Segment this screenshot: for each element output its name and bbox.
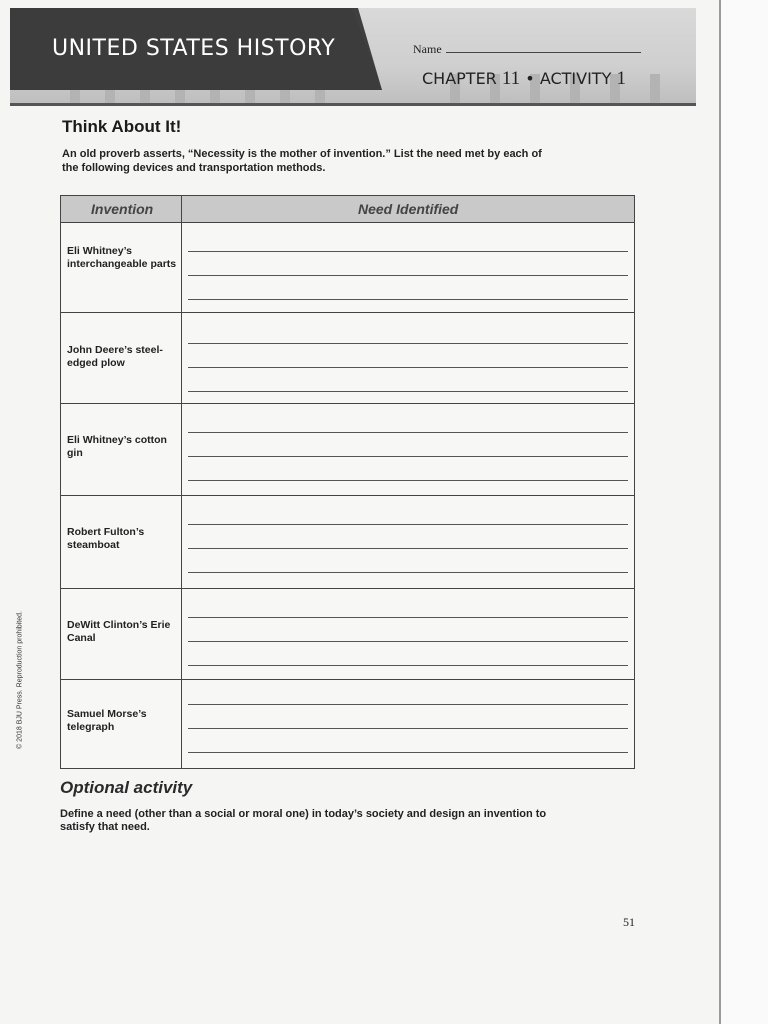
page-title: UNITED STATES HISTORY xyxy=(52,36,336,61)
answer-line[interactable] xyxy=(188,299,628,300)
page-margin-right xyxy=(721,0,768,1024)
page-edge xyxy=(719,0,721,1024)
answer-line[interactable] xyxy=(188,275,628,276)
page-number: 51 xyxy=(623,915,635,929)
chapter-number: 11 xyxy=(501,68,521,89)
table-row xyxy=(61,496,634,589)
copyright-text: © 2018 BJU Press. Reproduction prohibited. xyxy=(16,611,24,749)
answer-line[interactable] xyxy=(188,728,628,729)
banner-rule xyxy=(10,103,696,106)
optional-title: Optional activity xyxy=(60,778,193,797)
banner-column xyxy=(650,74,660,106)
answer-line[interactable] xyxy=(188,752,628,753)
table-row xyxy=(61,680,634,769)
answer-line[interactable] xyxy=(188,524,628,525)
table-row xyxy=(61,404,634,496)
table-header xyxy=(61,196,634,223)
name-field[interactable] xyxy=(446,52,641,53)
activity-separator: • xyxy=(525,69,535,88)
answer-line[interactable] xyxy=(188,572,628,573)
activity-label: ACTIVITY xyxy=(539,69,612,88)
chapter-heading xyxy=(422,68,626,90)
invention-table xyxy=(60,195,635,769)
answer-line[interactable] xyxy=(188,617,628,618)
invention-label: Samuel Morse’s telegraph xyxy=(67,708,147,733)
table-row xyxy=(61,223,634,313)
answer-line[interactable] xyxy=(188,641,628,642)
table-row xyxy=(61,313,634,404)
column-divider xyxy=(181,196,182,768)
optional-instructions: Define a need (other than a social or moral one) in today’s society and design an invention to satisfy that need. xyxy=(60,808,547,833)
header-invention: Invention xyxy=(91,201,154,217)
answer-line[interactable] xyxy=(188,704,628,705)
answer-line[interactable] xyxy=(188,480,628,481)
invention-label: Robert Fulton’s steamboat xyxy=(67,526,145,551)
name-label: Name xyxy=(413,42,442,56)
answer-line[interactable] xyxy=(188,367,628,368)
activity-number: 1 xyxy=(616,68,626,89)
answer-line[interactable] xyxy=(188,391,628,392)
answer-line[interactable] xyxy=(188,432,628,433)
answer-line[interactable] xyxy=(188,251,628,252)
answer-line[interactable] xyxy=(188,548,628,549)
header-need-identified: Need Identified xyxy=(358,201,459,217)
invention-label: Eli Whitney’s interchangeable parts xyxy=(67,245,177,270)
answer-line[interactable] xyxy=(188,456,628,457)
invention-label: DeWitt Clinton’s Erie Canal xyxy=(67,619,171,644)
chapter-prefix: CHAPTER xyxy=(422,69,497,88)
invention-label: Eli Whitney’s cotton gin xyxy=(67,434,167,459)
table-row xyxy=(61,589,634,680)
instructions: An old proverb asserts, “Necessity is the mother of invention.” List the need met by each of the following devices and transportation methods. xyxy=(62,148,542,174)
answer-line[interactable] xyxy=(188,665,628,666)
invention-label: John Deere’s steel-edged plow xyxy=(67,344,163,369)
answer-line[interactable] xyxy=(188,343,628,344)
section-title: Think About It! xyxy=(62,117,182,136)
